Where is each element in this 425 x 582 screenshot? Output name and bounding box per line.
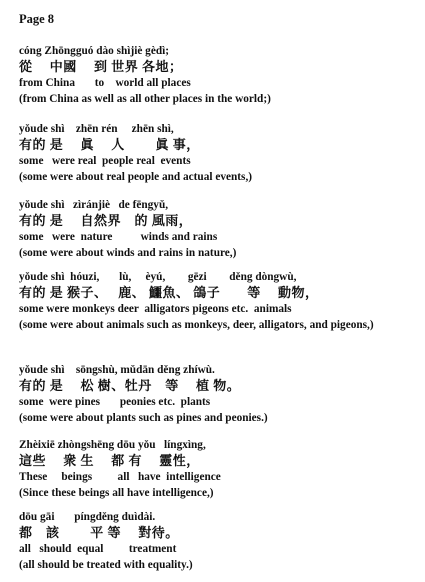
chinese-line: 有的 是 眞 人 眞 事，: [19, 137, 200, 152]
gloss-line: all should equal treatment: [19, 543, 177, 555]
chinese-line: 有的 是 自然界 的 風雨，: [19, 213, 193, 228]
pinyin-line: cóng Zhōngguó dào shìjiè gèdì;: [19, 45, 170, 57]
verse-block-4: [19, 269, 419, 333]
translation-line: (some were about winds and rains in nature,): [19, 247, 237, 259]
pinyin-line: Zhèixiē zhòngshēng dōu yǒu língxìng,: [19, 439, 206, 451]
gloss-line: from China to world all places: [19, 77, 191, 89]
page-number: Page 8: [19, 12, 55, 26]
chinese-line: 有的 是 猴子、 鹿、 鱷魚、 鴿子 等 動物，: [19, 285, 319, 300]
pinyin-line: yǒude shì zìránjiè de fēngyǔ,: [19, 199, 169, 211]
chinese-line: 有的 是 松 樹、牡丹 等 植 物。: [19, 378, 241, 393]
translation-line: (all should be treated with equality.): [19, 559, 193, 571]
gloss-line: some were monkeys deer alligators pigeons etc. animals: [19, 303, 292, 315]
translation-line: (Since these beings all have intelligence,): [19, 487, 214, 499]
translation-line: (from China as well as all other places in the world;): [19, 93, 271, 105]
verse-block-2: [19, 121, 419, 185]
translation-line: (some were about plants such as pines and peonies.): [19, 412, 268, 424]
chinese-line: 都 該 平 等 對待。: [19, 525, 179, 540]
verse-block-3: [19, 197, 419, 261]
verse-block-7: [19, 509, 419, 573]
gloss-line: some were nature winds and rains: [19, 231, 218, 243]
translation-line: (some were about animals such as monkeys, deer, alligators, and pigeons,): [19, 319, 374, 331]
pinyin-line: yǒude shì hóuzi, lù, èyú, gēzi děng dòngwù,: [19, 271, 297, 283]
verse-block-6: [19, 437, 419, 501]
chinese-line: 從 中國 到 世界 各地；: [19, 59, 183, 74]
verse-block-5: [19, 362, 419, 426]
gloss-line: These beings all have intelligence: [19, 471, 221, 483]
chinese-line: 這些 衆 生 都 有 靈性，: [19, 453, 200, 468]
translation-line: (some were about real people and actual events,): [19, 171, 253, 183]
gloss-line: some were real people real events: [19, 155, 191, 167]
gloss-line: some were pines peonies etc. plants: [19, 396, 211, 408]
pinyin-line: yǒude shì sōngshù, mǔdān děng zhíwù.: [19, 364, 215, 376]
pinyin-line: yǒude shì zhēn rén zhēn shì,: [19, 123, 174, 135]
pinyin-line: dōu gāi píngděng duìdài.: [19, 511, 156, 523]
verse-block-1: [19, 43, 419, 107]
